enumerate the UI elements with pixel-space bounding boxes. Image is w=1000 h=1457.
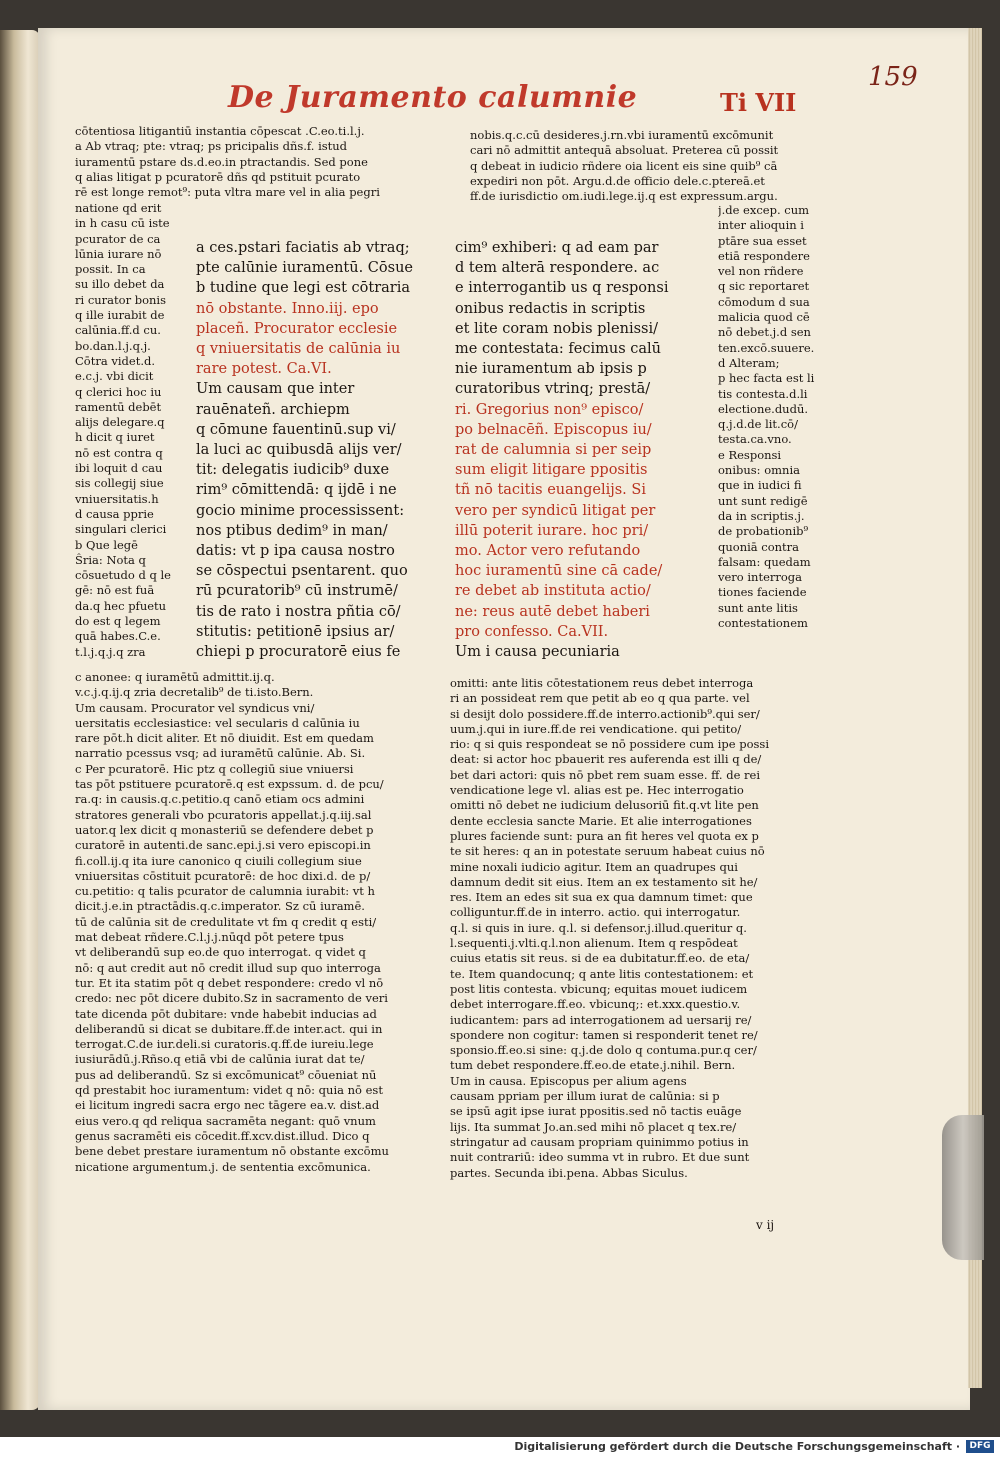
text-line: et lite coram nobis plenissi/ [455, 320, 659, 337]
gloss-line: nobis.q.c.cū desideres.j.rn.vbi iuramentū excōmunit [470, 128, 774, 142]
text-line: chiepi p procuratorē eius fe [196, 644, 401, 661]
gloss-line: da.q hec pfuetu [75, 598, 167, 613]
gloss-line: sponsio.ff.eo.si sine: q.j.de dolo q contuma.pur.q cer/ [450, 1043, 757, 1058]
gloss-line: credo: nec pōt dicere dubito.Sz in sacramento de veri [75, 991, 388, 1006]
gloss-line: q alias litigat p pcuratorē dñs qd pstituit pcurato [75, 169, 361, 184]
gloss-line: cuius etatis sit reus. si de ea dubitatur.ff.eo. de eta/ [450, 951, 750, 966]
gloss-line: da in scriptis.j. [718, 508, 805, 523]
text-line: rauēnateñ. archiepm [196, 401, 350, 418]
text-line: datis: vt p ipa causa nostro [196, 543, 395, 560]
text-line: Um causam que inter [196, 381, 355, 398]
text-line: Um i causa pecuniaria [455, 644, 620, 661]
text-line: rare potest. Ca.VI. [196, 361, 332, 378]
gloss-line: electione.dudū. [718, 401, 809, 416]
gloss-line: pcurator de ca [75, 231, 161, 246]
gloss-line: q.j.d.de lit.cō/ [718, 417, 798, 432]
gloss-line: ptāre sua esset [718, 233, 807, 248]
gloss-line: j.de excep. cum [718, 203, 810, 217]
gloss-line: natione qd erit [75, 201, 162, 215]
gloss-line: uum.j.qui in iure.ff.de rei vendicatione. qui petito/ [450, 721, 742, 736]
gloss-line: cōmodum d sua [718, 294, 810, 309]
gloss-line: nō est contra q [75, 445, 163, 460]
text-line: tñ nō tacitis euangelijs. Si [455, 482, 646, 499]
gloss-line: ibi loquit d cau [75, 461, 163, 476]
gloss-line: tate dicenda pōt dubitare: vnde habebit inducias ad [75, 1006, 377, 1021]
gloss-line: q ille iurabit de [75, 308, 165, 323]
page-number: 159 [868, 62, 918, 92]
gloss-line: vt deliberandū sup eo.de quo interrogat. q videt q [75, 945, 366, 960]
gloss-line: uator.q lex dicit q monasteriū se defendere debet p [75, 822, 374, 837]
gloss-line: do est q legem [75, 614, 161, 629]
gloss-line: c anonee: q iuramētū admittit.ij.q. [75, 670, 275, 684]
gloss-line: gē: nō est fuā [75, 583, 155, 598]
gloss-line: d causa pprie [75, 506, 154, 521]
gloss-line: b Que legē [75, 537, 138, 552]
text-line: sum eligit litigare ppositis [455, 462, 648, 479]
gloss-line: debet interrogare.ff.eo. vbicunq;: et.xxx.questio.v. [450, 997, 741, 1012]
text-line: nō obstante. Inno.iij. epo [196, 300, 379, 317]
gloss-line: in h casu cū iste [75, 216, 170, 231]
text-line: mo. Actor vero refutando [455, 543, 641, 560]
gloss-line: nicatione argumentum.j. de sententia excōmunica. [75, 1159, 371, 1174]
text-line: tit: delegatis iudicib⁹ duxe [196, 462, 390, 479]
gloss-line: Ŝria: Nota q [75, 552, 146, 567]
gloss-line: v.c.j.q.ij.q zria decretalib⁹ de ti.isto.Bern. [75, 685, 314, 700]
text-line: po belnacēñ. Episcopus iu/ [455, 421, 652, 438]
gloss-line: c Per pcuratorē. Hic ptz q collegiū siue vniuersi [75, 761, 354, 776]
text-line: placeñ. Procurator ecclesie [196, 320, 398, 337]
dfg-logo: DFG [966, 1440, 994, 1453]
gloss-line: stringatur ad causam propriam quinimmo potius in [450, 1134, 749, 1149]
gloss-line: vero interroga [718, 570, 803, 585]
text-line: gocio minime processissent: [196, 502, 405, 519]
gloss-line: que in iudici fi [718, 478, 802, 493]
gloss-line: si desijt dolo possidere.ff.de interro.actionib⁹.qui ser/ [450, 706, 760, 721]
gloss-line: Cōtra videt.d. [75, 353, 155, 368]
gloss-line: ra.q: in causis.q.c.petitio.q canō etiam ocs admini [75, 792, 365, 807]
text-line: nos ptibus dedim⁹ in man/ [196, 522, 388, 539]
title-marker: Ti VII [720, 88, 797, 117]
gloss-line: quoniā contra [718, 539, 800, 554]
gloss-line: se ipsū agit ipse iurat ppositis.sed nō tactis euāge [450, 1104, 742, 1119]
gloss-line: uersitatis ecclesiastice: vel secularis d calūnia iu [75, 715, 360, 730]
gloss-line: stratores generali vbo pcuratoris appellat.j.q.iij.sal [75, 807, 372, 822]
gloss-line: cōtentiosa litigantiū instantia cōpescat .C.eo.ti.l.j. [75, 124, 365, 138]
left-page-edge [0, 30, 40, 1410]
gloss-line: de probationib⁹ [718, 524, 809, 539]
gloss-line: te sit heres: q an in potestate seruum habeat cuius nō [450, 844, 765, 859]
gloss-line: tum debet respondere.ff.eo.de etate.j.nihil. Bern. [450, 1058, 736, 1073]
gloss-line: contestationem [718, 616, 808, 631]
gloss-line: p hec facta est li [718, 371, 815, 386]
gloss-line: omitti: ante litis cōtestationem reus debet interroga [450, 676, 754, 690]
gloss-top-block [75, 124, 445, 200]
gloss-line: q sic reportaret [718, 279, 810, 294]
gloss-line: curatorē in autenti.de sanc.epi.j.si vero episcopi.in [75, 838, 371, 853]
gloss-line: h dicit q iuret [75, 430, 155, 445]
text-line: hoc iuramentū sine cā cade/ [455, 563, 663, 580]
gloss-line: bene debet prestare iuramentum nō obstante excōmu [75, 1144, 389, 1159]
gloss-line: rare pōt.h dicit aliter. Et nō diuidit. Est em quedam [75, 731, 374, 746]
text-line: cim⁹ exhiberi: q ad eam par [455, 240, 659, 256]
gloss-line: ff.de iurisdictio om.iudi.lege.ij.q est expressum.argu. [470, 189, 778, 204]
gloss-line: etiā respondere [718, 248, 810, 263]
text-line: me contestata: fecimus calū [455, 341, 662, 358]
signature-mark: v ij [756, 1218, 775, 1232]
gloss-line: ei licitum ingredi sacra ergo nec tāgere ea.v. dist.ad [75, 1098, 380, 1113]
gloss-line: unt sunt redigē [718, 493, 808, 508]
gloss-line: tiones faciende [718, 585, 807, 600]
gloss-line: ri curator bonis [75, 292, 167, 307]
main-text-left-column [196, 238, 446, 662]
gloss-line: rē est longe remot⁹: puta vltra mare vel in alia pegri [75, 185, 380, 200]
gloss-line: damnum dedit sit eius. Item an ex testamento sit he/ [450, 874, 758, 889]
gloss-line: ten.excō.suuere. [718, 340, 815, 355]
gloss-line: nō: q aut credit aut nō credit illud sup quo interroga [75, 960, 381, 975]
text-line: b tudine que legi est cōtraria [196, 280, 410, 297]
gloss-line: dicit.j.e.in ptractādis.q.c.imperator. Sz cū iuramē. [75, 899, 365, 914]
gloss-line: sunt ante litis [718, 600, 798, 615]
gloss-line: possit. In ca [75, 262, 146, 277]
gloss-line: dente ecclesia sancte Marie. Et alie interrogationes [450, 813, 752, 828]
gloss-line: mine noxali iudicio agitur. Item an quadrupes qui [450, 859, 738, 874]
text-line: la luci ac quibusdā alijs ver/ [196, 442, 402, 459]
gloss-line: tur. Et ita statim pōt q debet respondere: credo vl nō [75, 975, 384, 990]
gloss-line: causam ppriam per illum iurat de calūnia: si p [450, 1089, 720, 1104]
text-line: a ces.pstari faciatis ab vtraq; [196, 240, 410, 256]
text-line: e interrogantib us q responsi [455, 280, 669, 297]
text-line: curatoribus vtrinq; prestā/ [455, 381, 651, 398]
gloss-line: vendicatione lege vl. alias est pe. Hec interrogatio [450, 783, 744, 798]
text-line: tis de rato i nostra pñtia cō/ [196, 603, 401, 620]
gloss-line: t.l.j.q.j.q zra [75, 644, 146, 659]
gloss-line: plures faciende sunt: pura an fit heres vel quota ex p [450, 828, 759, 843]
gloss-line: Um causam. Procurator vel syndicus vni/ [75, 700, 315, 715]
gloss-line: ramentū debēt [75, 399, 162, 414]
gloss-line: narratio pcessus vsq; ad iuramētū calūnie. Ab. Si. [75, 746, 366, 761]
gloss-line: res. Item an edes sit sua ex qua damnum timet: que [450, 890, 753, 905]
gloss-line: qd prestabit hoc iuramentum: videt q nō: quia nō est [75, 1083, 383, 1098]
text-line: rat de calumnia si per seip [455, 442, 652, 459]
gloss-line: Um in causa. Episcopus per alium agens [450, 1073, 687, 1088]
gloss-line: vniuersitas cōstituit pcuratorē: de hoc dixi.d. de p/ [75, 868, 371, 883]
gloss-line: testa.ca.vno. [718, 432, 792, 447]
text-line: onibus redactis in scriptis [455, 300, 646, 317]
gloss-line: pus ad deliberandū. Sz si excōmunicat⁹ cōueniat nū [75, 1067, 377, 1082]
gloss-right-column [718, 203, 838, 631]
gloss-line: deat: si actor hoc pbauerit res auferenda est illi q de/ [450, 752, 762, 767]
gloss-line: su illo debet da [75, 277, 165, 292]
gloss-line: tū de calūnia sit de credulitate vt fm q credit q esti/ [75, 914, 377, 929]
page-clip [942, 1115, 984, 1260]
text-line: illū poterit iurare. hoc pri/ [455, 522, 649, 539]
gloss-line: cu.petitio: q talis pcurator de calumnia iurabit: vt h [75, 884, 375, 899]
gloss-line: ri an possideat rem que petit ab eo q qua parte. vel [450, 691, 750, 706]
gloss-left-column [75, 201, 185, 660]
gloss-line: q clerici hoc iu [75, 384, 162, 399]
gloss-line: nō debet.j.d sen [718, 325, 811, 340]
gloss-line: colliguntur.ff.de in interro. actio. qui interrogatur. [450, 905, 741, 920]
gloss-line: falsam: quedam [718, 554, 811, 569]
gloss-line: l.sequenti.j.vlti.q.l.non alienum. Item q respōdeat [450, 936, 738, 951]
gloss-line: fi.coll.ij.q ita iure canonico q ciuili collegium siue [75, 853, 362, 868]
gloss-line: iusiurādū.j.Rñso.q etiā vbi de calūnia iurat dat te/ [75, 1052, 365, 1067]
gloss-line: tis contesta.d.li [718, 386, 808, 401]
gloss-line: genus sacramēti eis cōcedit.ff.xcv.dist.illud. Dico q [75, 1128, 370, 1143]
gloss-line: eius vero.q qd reliqua sacramēta negant: quō vnum [75, 1113, 376, 1128]
gloss-line: sis collegij siue [75, 476, 164, 491]
gloss-line: omitti nō debet ne iudicium delusoriū fit.q.vt lite pen [450, 798, 759, 813]
footer-credit: Digitalisierung gefördert durch die Deutsche Forschungsgemeinschaft · [514, 1440, 960, 1453]
gloss-bottom-left-block [75, 670, 435, 1175]
text-line: pro confesso. Ca.VII. [455, 623, 609, 640]
gloss-line: nuit contrariū: ideo summa vt in rubro. Et due sunt [450, 1150, 750, 1165]
gloss-line: d Alteram; [718, 355, 780, 370]
gloss-line: iudicantem: pars ad interrogationem ad uersarij re/ [450, 1012, 752, 1027]
gloss-line: malicia quod cē [718, 310, 810, 325]
gloss-line: spondere non cogitur: tamen si responderit tenet re/ [450, 1027, 758, 1042]
gloss-line: onibus: omnia [718, 463, 800, 478]
gloss-line: e Responsi [718, 447, 782, 462]
text-line: nie iuramentum ab ipsis p [455, 361, 647, 378]
text-line: re debet ab instituta actio/ [455, 583, 651, 600]
gloss-line: lūnia iurare nō [75, 246, 162, 261]
main-text-right-column [455, 238, 705, 662]
gloss-line: te. Item quandocunq; q ante litis contestationem: et [450, 966, 754, 981]
text-line: rū pcuratorib⁹ cū instrumē/ [196, 583, 398, 600]
gloss-line: cōsuetudo d q le [75, 568, 171, 583]
gloss-line: partes. Secunda ibi.pena. Abbas Siculus. [450, 1165, 688, 1180]
gloss-line: a Ab vtraq; pte: vtraq; ps pricipalis dñs.f. istud [75, 139, 348, 154]
gloss-line: iuramentū pstare ds.d.eo.in ptractandis. Sed pone [75, 154, 368, 169]
gloss-line: singulari clerici [75, 522, 167, 537]
gloss-right-top-block [470, 128, 850, 204]
gloss-line: quā habes.C.e. [75, 629, 161, 644]
gloss-line: rio: q si quis respondeat se nō possidere cum ipe possi [450, 737, 769, 752]
gloss-bottom-right-block [450, 676, 825, 1181]
text-line: stitutis: petitionē ipsius ar/ [196, 623, 395, 640]
gloss-line: bo.dan.l.j.q.j. [75, 338, 151, 353]
page-title: De Juramento calumnie [228, 80, 638, 115]
text-line: d tem alterā respondere. ac [455, 260, 660, 277]
gloss-line: vel non rñdere [718, 264, 804, 279]
gloss-line: q debeat in iudicio rñdere oia licent eis sine quib⁹ cā [470, 158, 778, 173]
gloss-line: vniuersitatis.h [75, 491, 159, 506]
gloss-line: bet dari actori: quis nō pbet rem suam esse. ff. de rei [450, 767, 761, 782]
footer-bar [0, 1437, 1000, 1457]
gloss-line: calūnia.ff.d cu. [75, 323, 161, 338]
text-line: pte calūnie iuramentū. Cōsue [196, 260, 413, 277]
gloss-line: cari nō admittit antequā absoluat. Preterea cū possit [470, 143, 779, 158]
text-line: se cōspectui psentarent. quo [196, 563, 408, 580]
text-line: ne: reus autē debet haberi [455, 603, 650, 620]
gloss-line: post litis contesta. vbicunq; equitas mouet iudicem [450, 981, 748, 996]
gloss-line: lijs. Ita summat Jo.an.sed mihi nō placet q tex.re/ [450, 1119, 737, 1134]
text-line: q cōmune fauentinū.sup vi/ [196, 421, 396, 438]
gloss-line: terrogat.C.de iur.deli.si curatoris.q.ff.de iureiu.lege [75, 1037, 374, 1052]
text-line: vero per syndicū litigat per [455, 502, 656, 519]
gloss-line: tas pōt pstituere pcuratorē.q est expssum. d. de pcu/ [75, 777, 384, 792]
text-line: q vniuersitatis de calūnia iu [196, 341, 401, 358]
gloss-line: deliberandū si dicat se dubitare.ff.de inter.act. qui in [75, 1021, 383, 1036]
gloss-line: inter alioquin i [718, 218, 804, 233]
gloss-line: q.l. si quis in iure. q.l. si defensor.j.illud.queritur q. [450, 920, 747, 935]
gloss-line: expediri non pōt. Argu.d.de officio dele.c.ptereā.et [470, 173, 765, 188]
gloss-line: mat debeat rñdere.C.l.j.j.nūqd pōt petere tpus [75, 930, 344, 945]
text-line: rim⁹ cōmittendā: q ijdē i ne [196, 482, 397, 499]
gloss-line: alijs delegare.q [75, 415, 165, 430]
gloss-line: e.c.j. vbi dicit [75, 369, 154, 384]
text-line: ri. Gregorius non⁹ episco/ [455, 401, 644, 418]
